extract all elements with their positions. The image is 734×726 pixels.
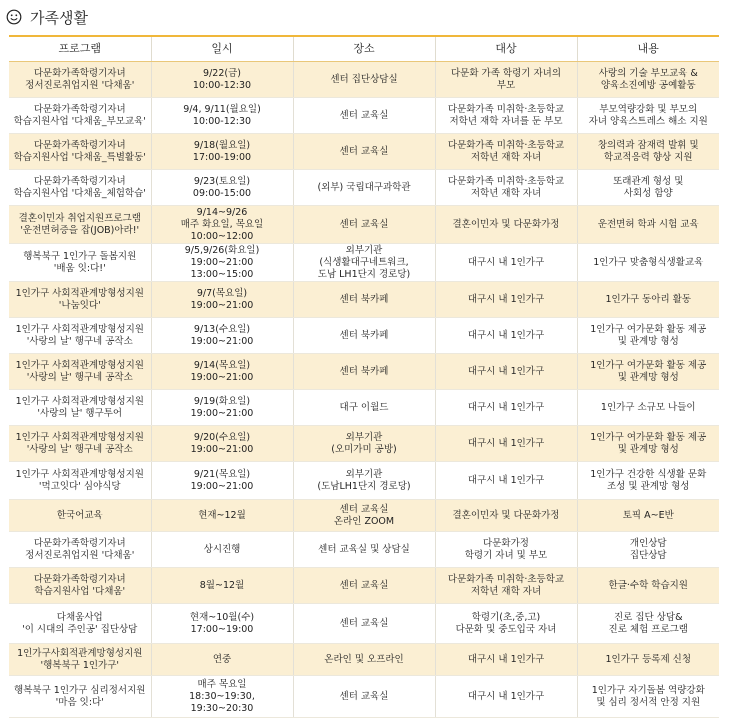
column-header-target: 대상 bbox=[435, 36, 577, 62]
cell-program: 1인가구 사회적관계망형성지원 '먹고잇다' 심야식당 bbox=[9, 462, 151, 500]
table-row bbox=[9, 532, 719, 568]
cell-program: 다문화가족학령기자녀 정서진로취업지원 '다채움' bbox=[9, 532, 151, 568]
cell-datetime: 9/5,9/26(화요일) 19:00~21:00 13:00~15:00 bbox=[151, 244, 293, 282]
cell-content: 토픽 A~E반 bbox=[577, 500, 719, 532]
cell-location: 센터 교육실 온라인 ZOOM bbox=[293, 500, 435, 532]
cell-content: 진로 집단 상담& 진로 체험 프로그램 bbox=[577, 604, 719, 644]
cell-program: 다문화가족학령기자녀 정서진로취업지원 '다채움' bbox=[9, 62, 151, 98]
cell-target: 결혼이민자 및 다문화가정 bbox=[435, 206, 577, 244]
cell-program: 다문화가족학령기자녀 학습지원사업 '다채움' bbox=[9, 568, 151, 604]
cell-datetime: 9/14(목요일) 19:00~21:00 bbox=[151, 354, 293, 390]
cell-datetime: 상시진행 bbox=[151, 532, 293, 568]
cell-target: 다문화가족 미취학·초등학교 저학년 재학 자녀 bbox=[435, 170, 577, 206]
table-row bbox=[9, 390, 719, 426]
cell-program: 1인가구 사회적관계망형성지원 '사랑의 날' 행구네 공작소 bbox=[9, 354, 151, 390]
page-header bbox=[6, 6, 88, 28]
table-row bbox=[9, 354, 719, 390]
cell-datetime: 현재~12월 bbox=[151, 500, 293, 532]
cell-program: 한국어교육 bbox=[9, 500, 151, 532]
column-header-location: 장소 bbox=[293, 36, 435, 62]
cell-location: 센터 교육실 및 상담실 bbox=[293, 532, 435, 568]
cell-location: 센터 집단상담실 bbox=[293, 62, 435, 98]
table-row bbox=[9, 282, 719, 318]
program-table bbox=[9, 35, 719, 718]
cell-location: 센터 교육실 bbox=[293, 676, 435, 718]
cell-content: 부모역량강화 및 부모의 자녀 양육스트레스 해소 지원 bbox=[577, 98, 719, 134]
cell-target: 다문화가족 미취학·초등학교 저학년 재학 자녀를 둔 부모 bbox=[435, 98, 577, 134]
cell-datetime: 9/4, 9/11(월요일) 10:00-12:30 bbox=[151, 98, 293, 134]
table-row bbox=[9, 170, 719, 206]
table-row bbox=[9, 318, 719, 354]
cell-datetime: 9/19(화요일) 19:00~21:00 bbox=[151, 390, 293, 426]
cell-target: 대구시 내 1인가구 bbox=[435, 676, 577, 718]
cell-datetime: 9/7(목요일) 19:00~21:00 bbox=[151, 282, 293, 318]
cell-content: 1인가구 여가문화 활동 제공 및 관계망 형성 bbox=[577, 354, 719, 390]
cell-target: 대구시 내 1인가구 bbox=[435, 244, 577, 282]
cell-target: 다문화 가족 학령기 자녀의 부모 bbox=[435, 62, 577, 98]
cell-program: 1인가구사회적관계망형성지원 '행복북구 1인가구' bbox=[9, 644, 151, 676]
table-row bbox=[9, 568, 719, 604]
cell-program: 결혼이민자 취업지원프로그램 '운전면허증을 잡(JOB)아라!' bbox=[9, 206, 151, 244]
table-row bbox=[9, 98, 719, 134]
cell-datetime: 9/18(월요일) 17:00-19:00 bbox=[151, 134, 293, 170]
smiley-icon bbox=[6, 9, 22, 25]
cell-target: 대구시 내 1인가구 bbox=[435, 462, 577, 500]
cell-content: 1인가구 자기돌봄 역량강화 및 심리 정서적 안정 지원 bbox=[577, 676, 719, 718]
cell-datetime: 9/21(목요일) 19:00~21:00 bbox=[151, 462, 293, 500]
table-row bbox=[9, 244, 719, 282]
cell-content: 1인가구 맞춤형식생활교육 bbox=[577, 244, 719, 282]
cell-target: 다문화가정 학령기 자녀 및 부모 bbox=[435, 532, 577, 568]
cell-content: 1인가구 여가문화 활동 제공 및 관계망 형성 bbox=[577, 318, 719, 354]
cell-program: 행복북구 1인가구 돌봄지원 '배움 잇:다!' bbox=[9, 244, 151, 282]
cell-content: 1인가구 여가문화 활동 제공 및 관계망 형성 bbox=[577, 426, 719, 462]
cell-program: 행복북구 1인가구 심리정서지원 '마음 잇:다' bbox=[9, 676, 151, 718]
cell-program: 다채움사업 '이 시대의 주인공' 집단상담 bbox=[9, 604, 151, 644]
cell-location: 센터 교육실 bbox=[293, 206, 435, 244]
cell-datetime: 9/20(수요일) 19:00~21:00 bbox=[151, 426, 293, 462]
cell-content: 1인가구 소규모 나들이 bbox=[577, 390, 719, 426]
cell-target: 대구시 내 1인가구 bbox=[435, 390, 577, 426]
cell-target: 대구시 내 1인가구 bbox=[435, 426, 577, 462]
cell-content: 개인상담 집단상담 bbox=[577, 532, 719, 568]
cell-content: 또래관계 형성 및 사회성 함양 bbox=[577, 170, 719, 206]
table-row bbox=[9, 134, 719, 170]
cell-datetime: 9/23(토요일) 09:00-15:00 bbox=[151, 170, 293, 206]
column-header-program: 프로그램 bbox=[9, 36, 151, 62]
cell-location: 외부기관 (오미가미 공방) bbox=[293, 426, 435, 462]
table-row bbox=[9, 426, 719, 462]
cell-content: 사랑의 기술 부모교육 & 양육소진예방 공예활동 bbox=[577, 62, 719, 98]
cell-program: 1인가구 사회적관계망형성지원 '사랑의 날' 행구네 공작소 bbox=[9, 426, 151, 462]
cell-datetime: 매주 목요일 18:30~19:30, 19:30~20:30 bbox=[151, 676, 293, 718]
table-row bbox=[9, 676, 719, 718]
table-header-row bbox=[9, 36, 719, 62]
cell-datetime: 8월~12월 bbox=[151, 568, 293, 604]
program-table-container bbox=[9, 35, 719, 718]
cell-location: 온라인 및 오프라인 bbox=[293, 644, 435, 676]
cell-target: 학령기(초,중,고) 다문화 및 중도입국 자녀 bbox=[435, 604, 577, 644]
cell-target: 결혼이민자 및 다문화가정 bbox=[435, 500, 577, 532]
cell-location: 센터 교육실 bbox=[293, 98, 435, 134]
cell-location: 센터 교육실 bbox=[293, 604, 435, 644]
cell-content: 한글·수학 학습지원 bbox=[577, 568, 719, 604]
cell-program: 다문화가족학령기자녀 학습지원사업 '다채움_체험학습' bbox=[9, 170, 151, 206]
cell-location: 센터 교육실 bbox=[293, 568, 435, 604]
table-row bbox=[9, 206, 719, 244]
cell-target: 대구시 내 1인가구 bbox=[435, 318, 577, 354]
cell-location: 센터 북카페 bbox=[293, 282, 435, 318]
cell-content: 1인가구 등록제 신청 bbox=[577, 644, 719, 676]
cell-datetime: 9/13(수요일) 19:00~21:00 bbox=[151, 318, 293, 354]
column-header-datetime: 일시 bbox=[151, 36, 293, 62]
cell-target: 다문화가족 미취학·초등학교 저학년 재학 자녀 bbox=[435, 134, 577, 170]
cell-program: 1인가구 사회적관계망형성지원 '사랑의 날' 행구투어 bbox=[9, 390, 151, 426]
cell-location: (외부) 국립대구과학관 bbox=[293, 170, 435, 206]
cell-location: 대구 이월드 bbox=[293, 390, 435, 426]
table-row bbox=[9, 62, 719, 98]
cell-program: 1인가구 사회적관계망형성지원 '사랑의 날' 행구네 공작소 bbox=[9, 318, 151, 354]
table-body bbox=[9, 62, 719, 718]
table-row bbox=[9, 604, 719, 644]
cell-datetime: 9/14~9/26 매주 화요일, 목요일 10:00~12:00 bbox=[151, 206, 293, 244]
cell-datetime: 연중 bbox=[151, 644, 293, 676]
table-row bbox=[9, 500, 719, 532]
cell-location: 센터 북카페 bbox=[293, 318, 435, 354]
cell-program: 다문화가족학령기자녀 학습지원사업 '다채움_부모교육' bbox=[9, 98, 151, 134]
table-row bbox=[9, 644, 719, 676]
cell-program: 다문화가족학령기자녀 학습지원사업 '다채움_특별활동' bbox=[9, 134, 151, 170]
cell-content: 운전면허 학과 시험 교육 bbox=[577, 206, 719, 244]
cell-location: 센터 북카페 bbox=[293, 354, 435, 390]
cell-content: 1인가구 건강한 식생활 문화 조성 및 관계망 형성 bbox=[577, 462, 719, 500]
cell-datetime: 9/22(금) 10:00-12:30 bbox=[151, 62, 293, 98]
cell-target: 대구시 내 1인가구 bbox=[435, 644, 577, 676]
cell-target: 대구시 내 1인가구 bbox=[435, 354, 577, 390]
cell-location: 외부기관 (식생활대구네트워크, 도남 LH1단지 경로당) bbox=[293, 244, 435, 282]
cell-location: 센터 교육실 bbox=[293, 134, 435, 170]
column-header-content: 내용 bbox=[577, 36, 719, 62]
cell-datetime: 현재~10월(수) 17:00~19:00 bbox=[151, 604, 293, 644]
cell-content: 1인가구 동아리 활동 bbox=[577, 282, 719, 318]
cell-content: 창의력과 잠재력 발휘 및 학교적응력 향상 지원 bbox=[577, 134, 719, 170]
cell-target: 대구시 내 1인가구 bbox=[435, 282, 577, 318]
cell-target: 다문화가족 미취학·초등학교 저학년 재학 자녀 bbox=[435, 568, 577, 604]
page-title: 가족생활 bbox=[30, 8, 88, 27]
cell-program: 1인가구 사회적관계망형성지원 '나눔잇다' bbox=[9, 282, 151, 318]
cell-location: 외부기관 (도남LH1단지 경로당) bbox=[293, 462, 435, 500]
table-row bbox=[9, 462, 719, 500]
